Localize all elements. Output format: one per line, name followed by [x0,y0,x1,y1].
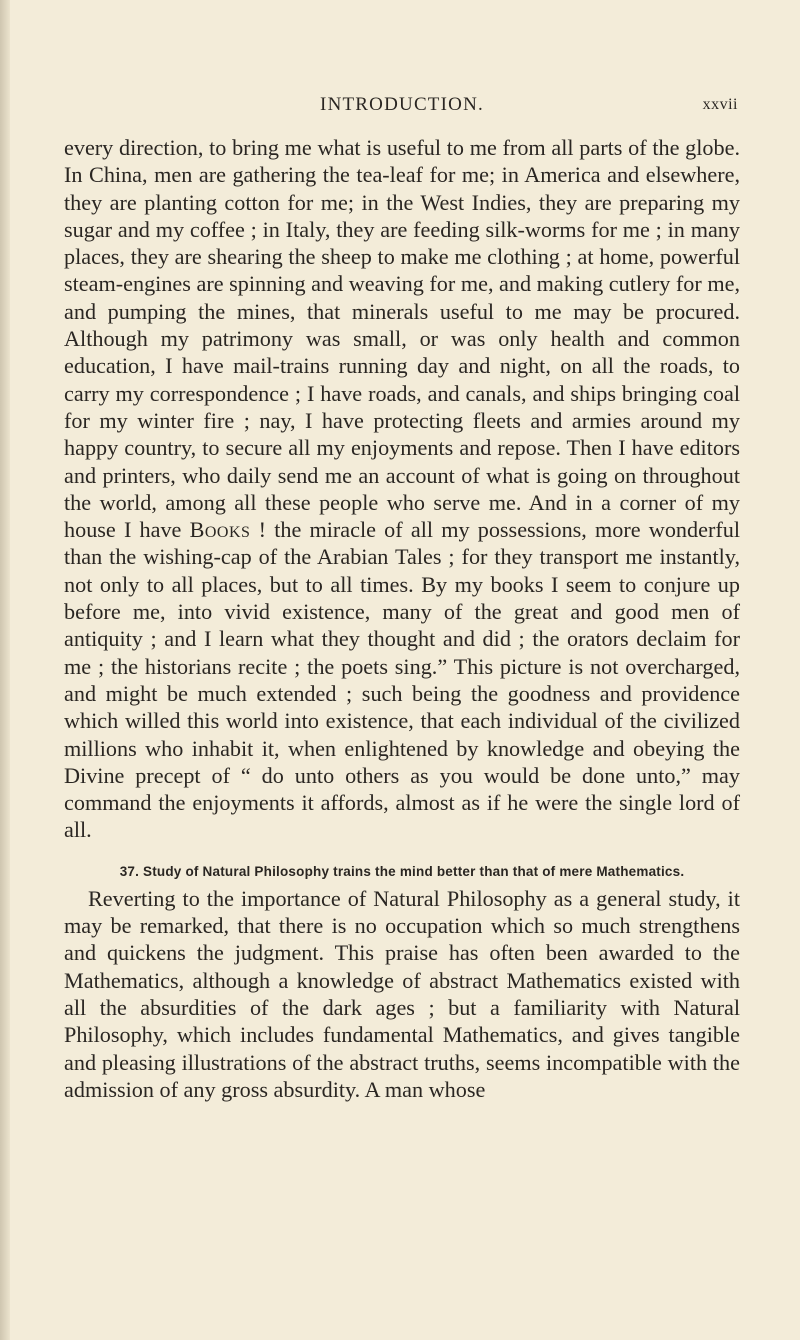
body-paragraph-1 [64,134,740,844]
running-head [64,94,740,118]
section-number: 37. [119,863,140,879]
body-paragraph-2: Reverting to the importance of Natural Philosophy as a general study, it may be remarked, that there is no occupation which so much strengthens and quickens the judgment. This praise has often been awarded to the Mathematics, although a knowledge of abstract Mathematics existed with all the absurdities of the dark ages ; but a familiarity with Natural Philosophy, which includes fundamental Mathematics, and gives tangible and pleasing illustrations of the abstract truths, seems incompatible with the admission of any gross absurdity. A man whose [64,885,740,1102]
paragraph-1-text-b: ! the miracle of all my possessions, more wonderful than the wishing-cap of the Arabian Tales ; for they transport me instantly, not only to all places, but to all times. By my books I seem to conjure up before me, into vivid existence, many of the great and good men of antiquity ; and I learn what they thought and did ; the orators declaim for me ; the historians recite ; the poets sing.” This picture is not overcharged, and might be much extended ; such being the goodness and providence which willed this world into existence, that each individual of the civilized millions who inhabit it, when enlightened by knowledge and obeying the Divine precept of “ do unto others as you would be done unto,” may command the enjoyments it affords, almost as if he were the single lord of all. [64,517,740,843]
page-binding-edge [0,0,10,1340]
section-heading [64,862,740,881]
section-heading-text: Study of Natural Philosophy trains the mind better than that of mere Mathematics. [143,863,685,879]
book-page [64,94,740,1103]
small-caps-word: Books [189,517,251,543]
page-number: xxvii [702,96,738,113]
paragraph-1-text-a: every direction, to bring me what is useful to me from all parts of the globe. In China, men are gathering the tea-leaf for me; in America and elsewhere, they are planting cotton for me; in the West Indies, they are preparing my sugar and my coffee ; in Italy, they are feeding silk-worms for me ; in many places, they are shearing the sheep to make me clothing ; at home, powerful steam-engines are spinning and weaving for me, and making cutlery for me, and pumping the mines, that minerals useful to me may be procured. Although my patrimony was small, or was only health and common education, I have mail-trains running day and night, on all the roads, to carry my correspondence ; I have roads, and canals, and ships bringing coal for my winter fire ; nay, I have protecting fleets and armies around my happy country, to secure all my enjoyments and repose. Then I have editors and printers, who daily send me an account of what is going on throughout the world, among all these people who serve me. And in a corner of my house I have [64,135,740,543]
running-title: INTRODUCTION. [320,94,484,115]
